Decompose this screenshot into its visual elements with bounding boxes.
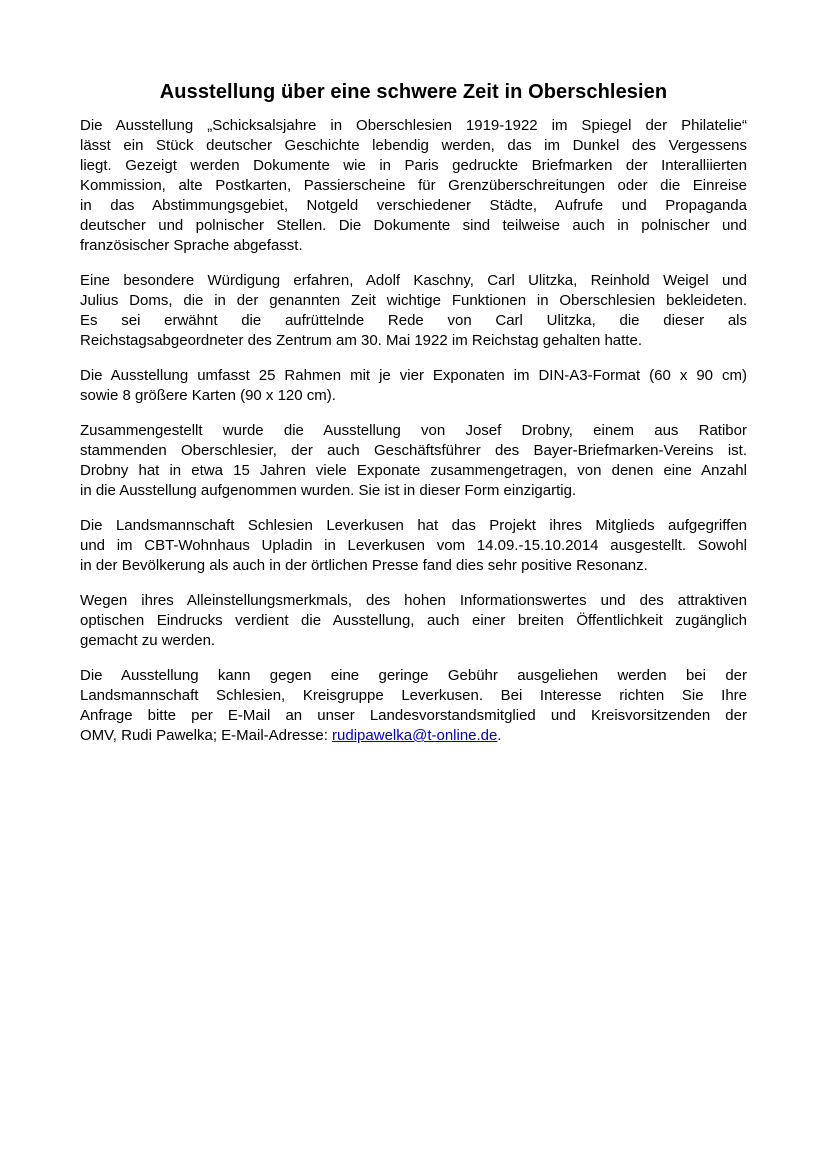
paragraph [80,116,747,256]
paragraph [80,271,747,351]
text-line: gemacht zu werden. [80,632,216,649]
text-line: Anfrage bitte per E-Mail an unser Landesvorstandsmitglied und Kreisvorsitzenden der [80,707,747,724]
text-line: lässt ein Stück deutscher Geschichte lebendig werden, das im Dunkel des Vergessens [80,137,747,154]
text-line [80,726,747,746]
text-line: Die Landsmannschaft Schlesien Leverkusen hat das Projekt ihres Mitglieds aufgegriffen [80,517,747,534]
paragraph [80,421,747,501]
text-line: Julius Doms, die in der genannten Zeit wichtige Funktionen in Oberschlesien bekleideten. [80,292,747,309]
paragraph [80,591,747,651]
text-line: Wegen ihres Alleinstellungsmerkmals, des hohen Informationswertes und des attraktiven [80,592,747,609]
text-line: Zusammengestellt wurde die Ausstellung von Josef Drobny, einem aus Ratibor [80,422,747,439]
text-line: Die Ausstellung umfasst 25 Rahmen mit je vier Exponaten im DIN-A3-Format (60 x 90 cm) [80,367,747,384]
email-label: OMV, Rudi Pawelka; E-Mail-Adresse: [80,727,333,744]
text-line: Landsmannschaft Schlesien, Kreisgruppe Leverkusen. Bei Interesse richten Sie Ihre [80,687,747,704]
text-line: Die Ausstellung „Schicksalsjahre in Oberschlesien 1919-1922 im Spiegel der Philatelie“ [80,117,747,134]
text-line: und im CBT-Wohnhaus Upladin in Leverkusen vom 14.09.-15.10.2014 ausgestellt. Sowohl [80,537,747,554]
text-line: Kommission, alte Postkarten, Passierscheine für Grenzüberschreitungen oder die Einreise [80,177,747,194]
text-line: französischer Sprache abgefasst. [80,237,303,254]
text-line: optischen Eindrucks verdient die Ausstellung, auch einer breiten Öffentlichkeit zugänglich [80,612,747,629]
email-link[interactable]: rudipawelka@t-online.de [332,727,498,744]
document-body [80,116,747,746]
paragraph [80,666,747,746]
text-line: liegt. Gezeigt werden Dokumente wie in Paris gedruckte Briefmarken der Interalliierten [80,157,747,174]
text-line: Eine besondere Würdigung erfahren, Adolf Kaschny, Carl Ulitzka, Reinhold Weigel und [80,272,747,289]
text-line: sowie 8 größere Karten (90 x 120 cm). [80,387,336,404]
text-line: Drobny hat in etwa 15 Jahren viele Exponate zusammengetragen, von denen eine Anzahl [80,462,747,479]
document-title: Ausstellung über eine schwere Zeit in Oberschlesien [159,81,668,103]
text-line: in die Ausstellung aufgenommen wurden. Sie ist in dieser Form einzigartig. [80,482,577,499]
text-line: in der Bevölkerung als auch in der örtlichen Presse fand dies sehr positive Resonanz. [80,557,648,574]
text-line: deutscher und polnischer Stellen. Die Dokumente sind teilweise auch in polnischer und [80,217,747,234]
text-line: Es sei erwähnt die aufrüttelnde Rede von Carl Ulitzka, die dieser als [80,312,747,329]
text-line: in das Abstimmungsgebiet, Notgeld verschiedener Städte, Aufrufe und Propaganda [80,197,747,214]
sentence-period: . [497,727,502,744]
paragraph [80,516,747,576]
paragraph [80,366,747,406]
text-line: Die Ausstellung kann gegen eine geringe Gebühr ausgeliehen werden bei der [80,667,747,684]
text-line: Reichstagsabgeordneter des Zentrum am 30. Mai 1922 im Reichstag gehalten hatte. [80,332,642,349]
text-line: stammenden Oberschlesier, der auch Geschäftsführer des Bayer-Briefmarken-Vereins ist. [80,442,747,459]
